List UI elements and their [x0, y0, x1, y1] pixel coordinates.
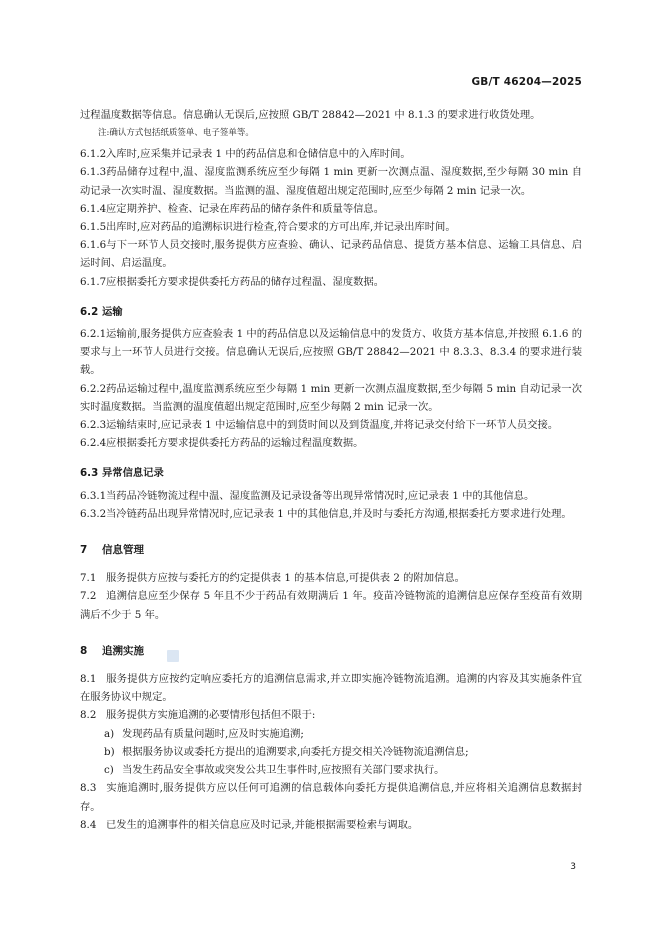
- list-item: [80, 761, 582, 779]
- clause-text: 运输前,服务提供方应查验表 1 中的药品信息以及运输信息中的发货方、收货方基本信息,并按照 6.1.6 的要求与上一环节人员进行交接。信息确认无误后,应按照 GB/T 28842—2021 中 8.3.3、8.3.4 的要求进行装载。: [80, 328, 582, 377]
- clause-text: 药品储存过程中,温、湿度监测系统应至少每隔 1 min 更新一次测点温、湿度数据,至少每隔 30 min 自动记录一次实时温、湿度数据。当监测的温、湿度值超出规定范围时,应至少每隔 2 min 记录一次。: [80, 166, 582, 197]
- clause-number: 8.3: [80, 782, 97, 795]
- list-marker: b): [104, 745, 115, 758]
- clause-number: 6.1.4: [80, 202, 107, 215]
- list-text: 根据服务协议或委托方提出的追溯要求,向委托方提交相关冷链物流追溯信息;: [122, 745, 469, 758]
- clause-6-3-2: [80, 505, 582, 523]
- clause-text: 当药品冷链物流过程中温、湿度监测及记录设备等出现异常情况时,应记录表 1 中的其他信息。: [106, 489, 535, 502]
- list-item: [80, 743, 582, 761]
- clause-6-1-5: [80, 218, 582, 236]
- clause-number: 6.2.4: [80, 437, 107, 450]
- clause-8-3: [80, 779, 582, 815]
- clause-7-1: [80, 569, 582, 587]
- standard-code: GB/T 46204—2025: [471, 76, 582, 88]
- clause-7-2: [80, 587, 582, 623]
- chapter-number: 7: [80, 544, 88, 557]
- clause-6-3-1: [80, 487, 582, 505]
- clause-6-2-1: [80, 325, 582, 380]
- clause-text: 服务提供方应按与委托方的约定提供表 1 的基本信息,可提供表 2 的附加信息。: [106, 572, 465, 585]
- section-heading-6-3: [80, 464, 582, 482]
- chapter-heading-7: [80, 541, 582, 559]
- clause-text: 追溯信息应至少保存 5 年且不少于药品有效期满后 1 年。疫苗冷链物流的追溯信息应保存至疫苗有效期满后不少于 5 年。: [80, 590, 582, 621]
- clause-number: 8.1: [80, 673, 97, 686]
- clause-text: 运输结束时,应记录表 1 中运输信息中的到货时间以及到货温度,并将记录交付给下一环节人员交接。: [106, 419, 559, 432]
- clause-text: 药品运输过程中,温度监测系统应至少每隔 1 min 更新一次测点温度数据,至少每隔 5 min 自动记录一次实时温度数据。当监测的温度值超出规定范围时,应至少每隔 2 min 记录一次。: [80, 382, 582, 413]
- clause-text: 实施追溯时,服务提供方应以任何可追溯的信息载体向委托方提供追溯信息,并应将相关追溯信息数据封存。: [80, 782, 582, 813]
- clause-text: 应定期养护、检查、记录在库药品的储存条件和质量等信息。: [106, 202, 385, 215]
- clause-number: 6.1.7: [80, 275, 107, 288]
- clause-text: 服务提供方应按约定响应委托方的追溯信息需求,并立即实施冷链物流追溯。追溯的内容及其实施条件宜在服务协议中规定。: [80, 673, 582, 704]
- clause-6-1-3: [80, 163, 582, 199]
- clause-text: 应根据委托方要求提供委托方药品的储存过程温、湿度数据。: [106, 275, 385, 288]
- section-number: 6.3: [80, 467, 99, 480]
- list-text: 发现药品有质量问题时,应及时实施追溯;: [122, 727, 304, 740]
- clause-number: 6.2.3: [80, 419, 107, 432]
- clause-6-2-3: [80, 416, 582, 434]
- section-title: 运输: [102, 305, 123, 318]
- clause-8-4: [80, 816, 582, 834]
- watermark-stamp-icon: [167, 650, 179, 662]
- list-text: 当发生药品安全事故或突发公共卫生事件时,应按照有关部门要求执行。: [122, 764, 445, 777]
- clause-number: 6.1.3: [80, 166, 107, 179]
- clause-number: 6.3.2: [80, 507, 107, 520]
- list-item: [80, 725, 582, 743]
- paragraph: 过程温度数据等信息。信息确认无误后,应按照 GB/T 28842—2021 中 8.1.3 的要求进行收货处理。: [80, 109, 541, 121]
- clause-6-1-4: [80, 200, 582, 218]
- clause-text: 服务提供方实施追溯的必要情形包括但不限于:: [106, 709, 316, 722]
- clause-text: 出库时,应对药品的追溯标识进行检查,符合要求的方可出库,并记录出库时间。: [106, 221, 456, 234]
- clause-number: 7.2: [80, 590, 97, 603]
- clause-text: 与下一环节人员交接时,服务提供方应查验、确认、记录药品信息、提货方基本信息、运输工具信息、启运时间、启运温度。: [80, 239, 582, 270]
- chapter-title: 信息管理: [102, 544, 144, 557]
- clause-6-1-2: [80, 145, 582, 163]
- chapter-heading-8: [80, 642, 582, 660]
- page-body: [80, 106, 582, 834]
- clause-6-1-6: [80, 236, 582, 272]
- chapter-title: 追溯实施: [102, 644, 144, 657]
- section-heading-6-2: [80, 303, 582, 321]
- clause-text: 应根据委托方要求提供委托方药品的运输过程温度数据。: [106, 437, 364, 450]
- clause-text: 已发生的追溯事件的相关信息应及时记录,并能根据需要检索与调取。: [106, 818, 419, 831]
- clause-number: 6.2.2: [80, 382, 107, 395]
- list-marker: a): [104, 727, 115, 740]
- clause-6-1-7: [80, 273, 582, 291]
- clause-number: 8.2: [80, 709, 97, 722]
- clause-number: 6.1.6: [80, 239, 107, 252]
- note: 注:确认方式包括纸质签单、电子签单等。: [98, 128, 254, 139]
- clause-8-2: [80, 706, 582, 724]
- clause-number: 6.1.5: [80, 221, 107, 234]
- clause-text: 当冷链药品出现异常情况时,应记录表 1 中的其他信息,并及时与委托方沟通,根据委托方要求进行处理。: [106, 507, 572, 520]
- list-marker: c): [104, 764, 114, 777]
- section-number: 6.2: [80, 305, 99, 318]
- clause-number: 8.4: [80, 818, 97, 831]
- clause-6-2-4: [80, 434, 582, 452]
- clause-number: 6.1.2: [80, 148, 107, 161]
- chapter-number: 8: [80, 644, 88, 657]
- clause-number: 7.1: [80, 572, 97, 585]
- clause-number: 6.3.1: [80, 489, 107, 502]
- clause-number: 6.2.1: [80, 328, 107, 341]
- clause-text: 入库时,应采集并记录表 1 中的药品信息和仓储信息中的入库时间。: [106, 148, 411, 161]
- clause-8-1: [80, 670, 582, 706]
- clause-6-2-2: [80, 380, 582, 416]
- page-number: 3: [570, 862, 576, 872]
- section-title: 异常信息记录: [102, 467, 164, 480]
